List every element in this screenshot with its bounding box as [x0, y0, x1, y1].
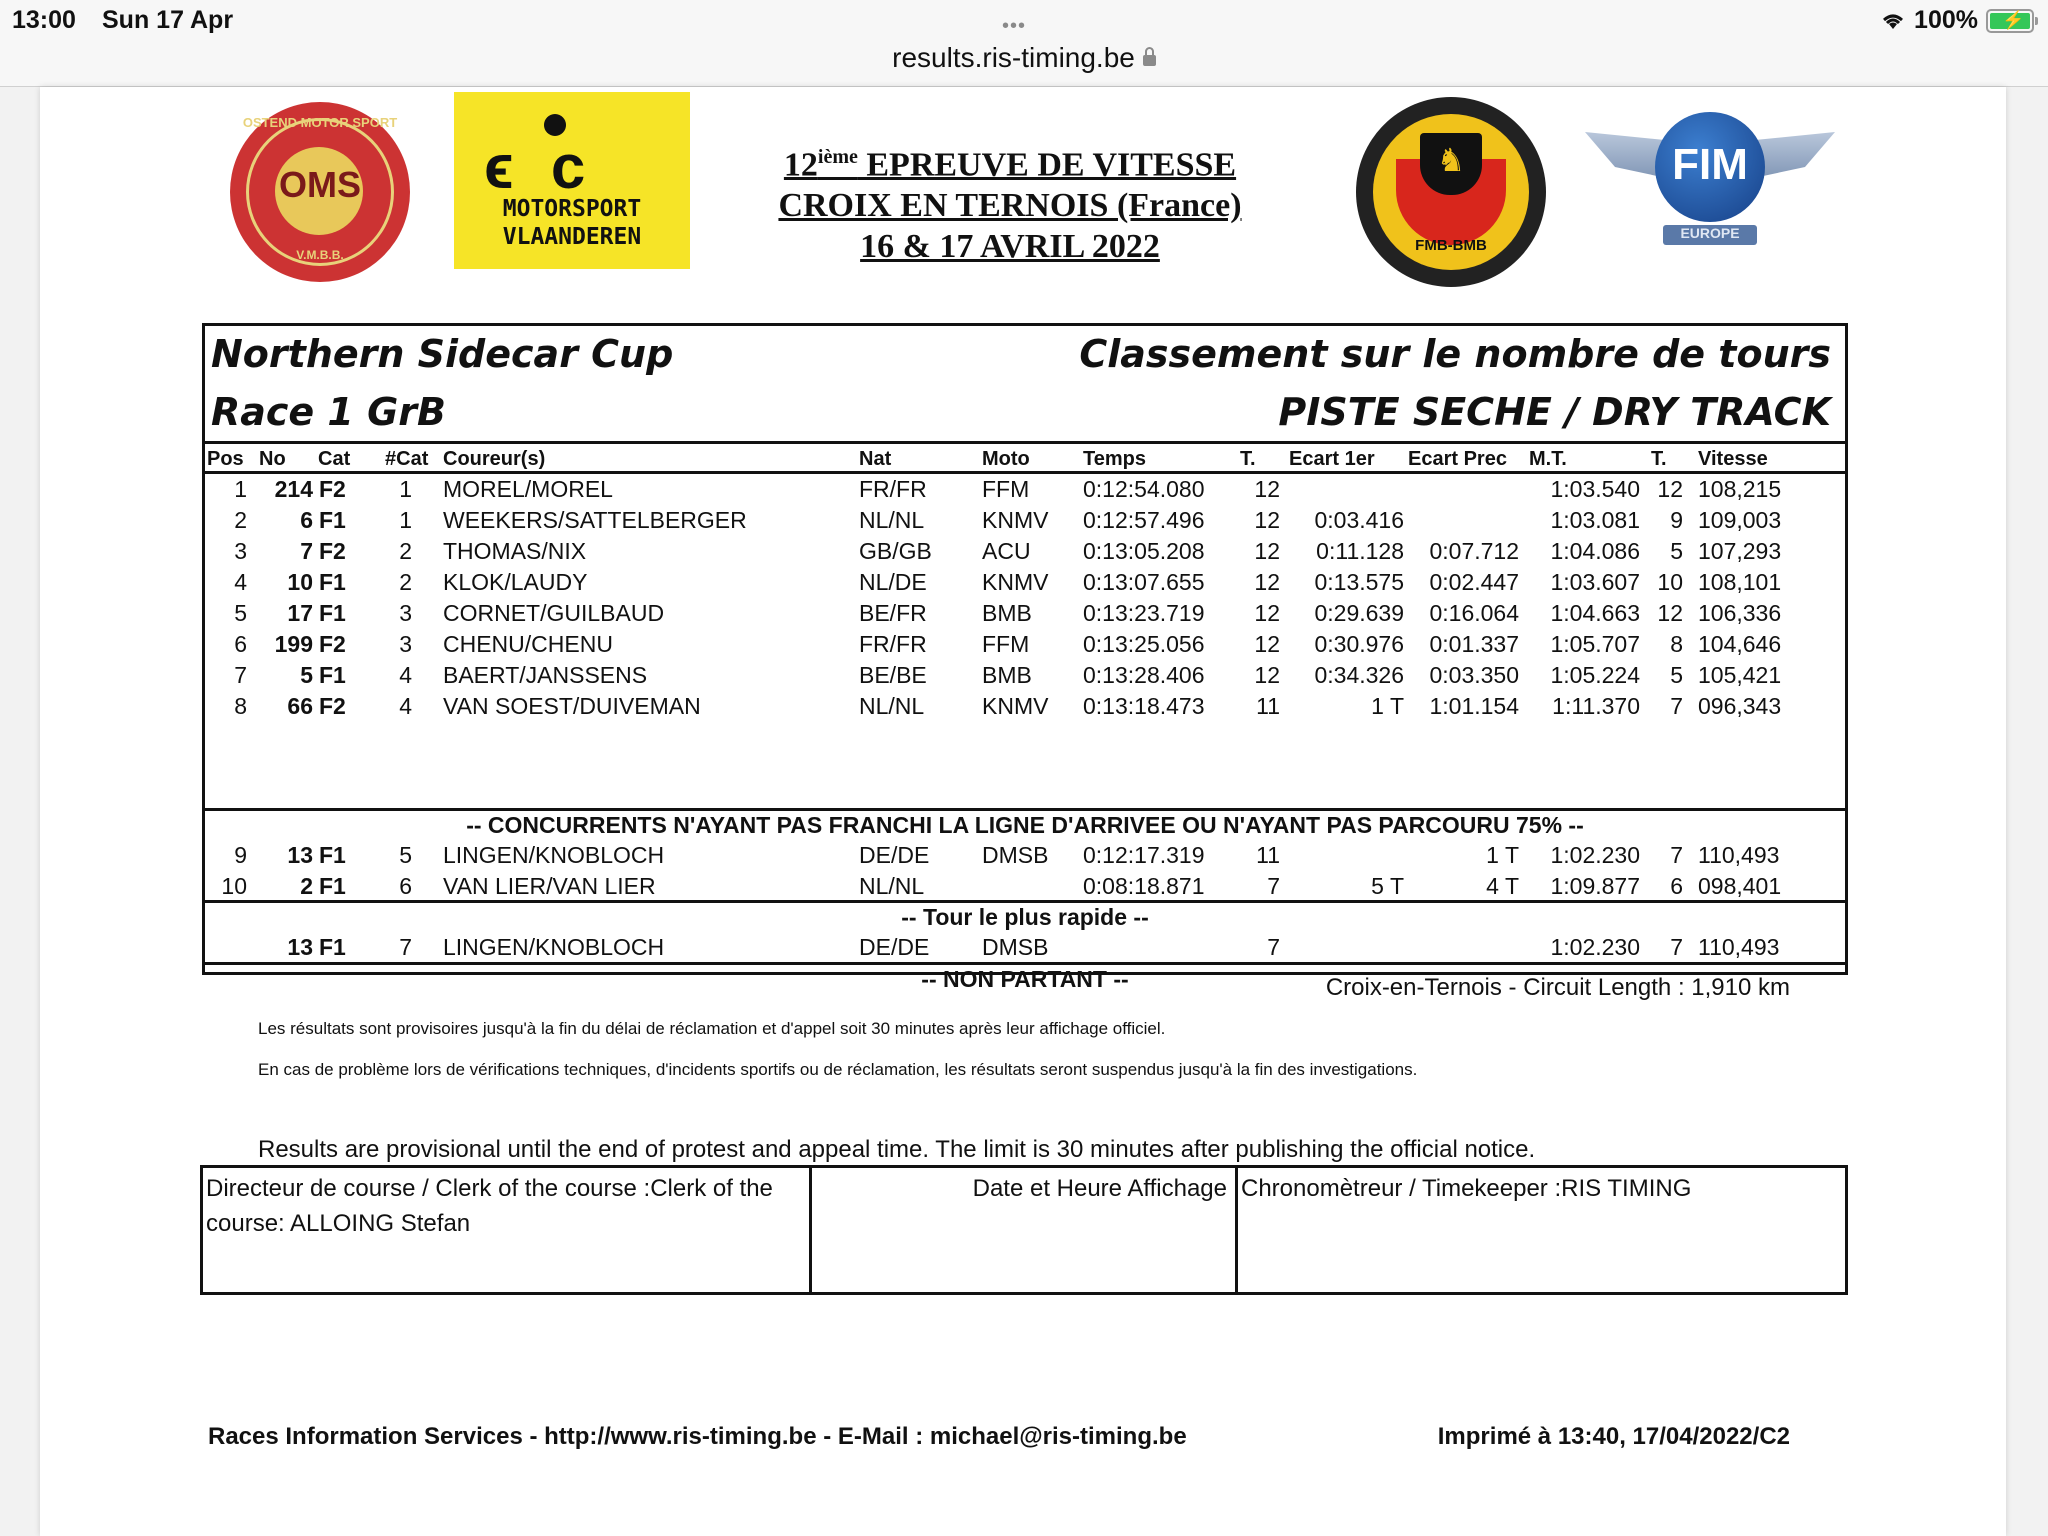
cell-no: 214: [274, 476, 313, 502]
note-fr-1: Les résultats sont provisoires jusqu'à la fin du délai de réclamation et d'appel soit 30 minutes après leur affichage officiel.: [258, 1019, 1166, 1038]
cell-mt: 1:05.707: [1550, 631, 1640, 657]
col-temps: Temps: [1083, 448, 1146, 470]
cell-pos: 1: [234, 476, 247, 502]
fastest-lap-section-title: -- Tour le plus rapide --: [901, 904, 1149, 930]
clerk-line1: Directeur de course / Clerk of the course :Clerk of the: [206, 1175, 773, 1202]
fim-europe-logo: [1585, 112, 1835, 262]
cell-riders: LINGEN/KNOBLOCH: [443, 842, 665, 868]
dnf-row: [205, 842, 1845, 873]
cell-riders: VAN SOEST/DUIVEMAN: [443, 693, 701, 719]
timekeeper: Chronomètreur / Timekeeper :RIS TIMING: [1241, 1175, 1692, 1202]
cell-t2: 9: [1670, 507, 1683, 533]
track-condition: PISTE SECHE / DRY TRACK: [1278, 390, 1831, 434]
dnf-divider: [205, 808, 1845, 811]
cell-cat: F2: [319, 538, 346, 564]
cell-nat: BE/BE: [859, 662, 927, 688]
cell-t: 7: [1267, 873, 1280, 899]
result-row: [205, 569, 1845, 600]
cell-cat: F1: [319, 507, 346, 533]
cell-riders: CHENU/CHENU: [443, 631, 613, 657]
cell-moto: FFM: [982, 476, 1030, 502]
cell-nat: NL/NL: [859, 873, 925, 899]
cell-no: 6: [300, 507, 313, 533]
result-row: [205, 600, 1845, 631]
note-fr-2: En cas de problème lors de vérifications techniques, d'incidents sportifs ou de réclamation, les résultats seront suspendus jusqu'à la fin des investigations.: [258, 1060, 1418, 1079]
cell-no: 199: [274, 631, 313, 657]
cell-moto: KNMV: [982, 507, 1049, 533]
dnf-section-title: -- CONCURRENTS N'AYANT PAS FRANCHI LA LIGNE D'ARRIVEE OU N'AYANT PAS PARCOURU 75% --: [466, 812, 1584, 838]
col-ecart-1er: Ecart 1er: [1289, 448, 1375, 470]
cell-mt: 1:03.081: [1550, 507, 1640, 533]
event-title: [740, 137, 1280, 267]
cell-temps: 0:13:07.655: [1083, 569, 1205, 595]
cell-moto: KNMV: [982, 569, 1049, 595]
cell-vitesse: 104,646: [1698, 631, 1782, 657]
browser-top-bar: [0, 0, 2048, 87]
cell-temps: 0:12:17.319: [1083, 842, 1205, 868]
result-row: [205, 631, 1845, 662]
status-right: [1880, 6, 2034, 35]
cell-riders: THOMAS/NIX: [443, 538, 587, 564]
ostend-motor-sport-logo: [230, 102, 410, 282]
col-cat: Cat: [318, 448, 351, 470]
cell-t: 12: [1254, 507, 1280, 533]
col-pos: Pos: [207, 448, 244, 470]
mv-logo-line1: MOTORSPORT: [502, 196, 642, 222]
cell-vitesse: 098,401: [1698, 873, 1782, 899]
oms-logo-center-text: OMS: [278, 164, 361, 205]
result-row: [205, 476, 1845, 507]
cell-pos: 5: [234, 600, 247, 626]
dnf-row: [205, 873, 1845, 904]
event-edition-number: 12: [783, 146, 818, 184]
cell-pos: 4: [234, 569, 247, 595]
col-riders: Coureur(s): [443, 448, 546, 470]
cell-nat: FR/FR: [859, 631, 927, 657]
cell-mt: 1:03.607: [1550, 569, 1640, 595]
cell-no: 2: [300, 873, 313, 899]
cell-ecartp: 0:02.447: [1429, 569, 1519, 595]
cell-pos: 7: [234, 662, 247, 688]
posting-date-label: Date et Heure Affichage: [972, 1175, 1227, 1202]
cell-t2: 12: [1657, 600, 1683, 626]
cell-t2: 10: [1657, 569, 1683, 595]
cell-t: 12: [1254, 631, 1280, 657]
cell-moto: KNMV: [982, 693, 1049, 719]
cell-vitesse: 108,215: [1698, 476, 1782, 502]
non-partant-section-title: -- NON PARTANT --: [921, 966, 1129, 992]
series-title: Northern Sidecar Cup: [211, 332, 674, 376]
cell-mt: 1:11.370: [1552, 693, 1640, 719]
cell-ncat: 1: [399, 507, 412, 533]
cell-cat: F1: [319, 600, 346, 626]
cell-moto: ACU: [982, 538, 1031, 564]
cell-pos: 9: [234, 842, 247, 868]
event-title-line2: CROIX EN TERNOIS (France): [778, 187, 1242, 225]
cell-ecart1: 0:30.976: [1314, 631, 1404, 657]
cell-nat: DE/DE: [859, 842, 930, 868]
cell-riders: BAERT/JANSSENS: [443, 662, 648, 688]
address-bar[interactable]: [0, 42, 2048, 74]
cell-nat: FR/FR: [859, 476, 927, 502]
cell-moto: DMSB: [982, 934, 1049, 960]
column-header-divider: [205, 471, 1845, 474]
footer-printed: Imprimé à 13:40, 17/04/2022/C2: [1437, 1423, 1790, 1450]
cell-ecartp: 4 T: [1486, 873, 1519, 899]
motorsport-vlaanderen-logo: [454, 92, 690, 269]
cell-nat: GB/GB: [859, 538, 932, 564]
cell-ncat: 3: [399, 631, 412, 657]
cell-vitesse: 110,493: [1698, 934, 1780, 960]
cell-no: 17: [287, 600, 313, 626]
cell-moto: FFM: [982, 631, 1030, 657]
result-row: [205, 662, 1845, 693]
url-text: results.ris-timing.be: [892, 42, 1135, 73]
signature-box: [200, 1165, 1848, 1295]
cell-temps: 0:08:18.871: [1083, 873, 1205, 899]
event-edition-text: EPREUVE DE VITESSE: [857, 146, 1237, 184]
cell-cat: F2: [319, 631, 346, 657]
cell-riders: VAN LIER/VAN LIER: [443, 873, 656, 899]
cell-t2: 6: [1670, 873, 1683, 899]
fastest-lap-row: [205, 934, 1845, 965]
cell-temps: 0:13:25.056: [1083, 631, 1205, 657]
cell-vitesse: 109,003: [1698, 507, 1782, 533]
cell-t: 11: [1256, 693, 1280, 719]
cell-temps: 0:13:05.208: [1083, 538, 1205, 564]
cell-mt: 1:02.230: [1550, 934, 1640, 960]
cell-ecartp: 1:01.154: [1429, 693, 1519, 719]
cell-temps: 0:12:57.496: [1083, 507, 1205, 533]
cell-nat: BE/FR: [859, 600, 927, 626]
cell-cat: F2: [319, 693, 346, 719]
multitasking-dots-icon[interactable]: •••: [1002, 15, 1027, 37]
cell-ncat: 3: [399, 600, 412, 626]
cell-t2: 7: [1670, 842, 1683, 868]
status-time: 13:00: [12, 6, 76, 34]
cell-pos: 2: [234, 507, 247, 533]
result-row: [205, 538, 1845, 569]
cell-mt: 1:02.230: [1550, 842, 1640, 868]
cell-ecartp: 0:16.064: [1429, 600, 1519, 626]
col-no: No: [259, 448, 286, 470]
cell-temps: 0:13:23.719: [1083, 600, 1205, 626]
cell-vitesse: 110,493: [1698, 842, 1780, 868]
cell-t: 11: [1256, 842, 1280, 868]
cell-t: 12: [1254, 569, 1280, 595]
fim-logo-text: FIM: [1672, 140, 1748, 189]
column-headers: [205, 442, 1845, 473]
cell-cat: F1: [319, 873, 346, 899]
cell-cat: F1: [319, 662, 346, 688]
cell-ncat: 1: [399, 476, 412, 502]
circuit-info: Croix-en-Ternois - Circuit Length : 1,910 km: [1325, 974, 1790, 1001]
cell-mt: 1:09.877: [1550, 873, 1640, 899]
cell-t2: 8: [1670, 631, 1683, 657]
note-en: Results are provisional until the end of protest and appeal time. The limit is 30 minutes after publishing the official notice.: [258, 1136, 1536, 1163]
fim-logo-subtext: EUROPE: [1663, 225, 1757, 245]
cell-ncat: 2: [399, 569, 412, 595]
mv-logo-mark-icon: ϵ ϲ: [484, 133, 596, 202]
cell-ecartp: 0:03.350: [1429, 662, 1519, 688]
cell-cat: F1: [319, 842, 346, 868]
status-date: Sun 17 Apr: [102, 6, 234, 34]
lion-icon: ♞: [1436, 142, 1466, 178]
cell-ncat: 2: [399, 538, 412, 564]
cell-riders: CORNET/GUILBAUD: [443, 600, 665, 626]
cell-ecart1: 0:13.575: [1314, 569, 1404, 595]
cell-t2: 5: [1670, 538, 1683, 564]
cell-ecartp: 0:07.712: [1429, 538, 1519, 564]
cell-t: 12: [1254, 476, 1280, 502]
cell-moto: BMB: [982, 662, 1032, 688]
cell-vitesse: 106,336: [1698, 600, 1782, 626]
event-title-line1: [740, 137, 1280, 185]
cell-mt: 1:04.663: [1550, 600, 1640, 626]
cell-t2: 7: [1670, 934, 1683, 960]
col-nat: Nat: [859, 448, 892, 470]
cell-no: 13: [287, 842, 313, 868]
clerk-line2: course: ALLOING Stefan: [206, 1210, 471, 1237]
cell-cat: F2: [319, 476, 346, 502]
cell-ecart1: 0:03.416: [1314, 507, 1404, 533]
cell-vitesse: 107,293: [1698, 538, 1782, 564]
cell-t: 12: [1254, 538, 1280, 564]
cell-ncat: 7: [399, 934, 412, 960]
cell-nat: NL/DE: [859, 569, 927, 595]
cell-ncat: 5: [399, 842, 412, 868]
cell-nat: NL/NL: [859, 693, 925, 719]
cell-t2: 5: [1670, 662, 1683, 688]
col-moto: Moto: [982, 448, 1030, 470]
cell-pos: 3: [234, 538, 247, 564]
cell-no: 10: [287, 569, 313, 595]
cell-pos: 6: [234, 631, 247, 657]
cell-vitesse: 108,101: [1698, 569, 1782, 595]
cell-ecartp: 0:01.337: [1429, 631, 1519, 657]
cell-mt: 1:04.086: [1550, 538, 1640, 564]
cell-no: 13: [287, 934, 313, 960]
oms-logo-bottom-text: V.M.B.B.: [296, 248, 344, 262]
col-ncat: #Cat: [385, 448, 429, 470]
cell-mt: 1:03.540: [1550, 476, 1640, 502]
cell-no: 5: [300, 662, 313, 688]
cell-ecart1: 0:34.326: [1314, 662, 1404, 688]
fmb-bmb-logo: [1356, 97, 1546, 287]
footer-contact: Races Information Services - http://www.ris-timing.be - E-Mail : michael@ris-timing.be: [208, 1423, 1187, 1450]
cell-nat: NL/NL: [859, 507, 925, 533]
lock-icon: [1143, 55, 1156, 66]
cell-riders: KLOK/LAUDY: [443, 569, 588, 595]
cell-cat: F1: [319, 569, 346, 595]
cell-pos: 8: [234, 693, 247, 719]
cell-temps: 0:13:28.406: [1083, 662, 1205, 688]
battery-icon: ⚡: [1986, 9, 2034, 33]
wifi-icon: [1880, 11, 1906, 31]
clerk-of-course: [206, 1171, 806, 1241]
col-tours: T.: [1240, 448, 1256, 470]
cell-t: 12: [1254, 600, 1280, 626]
cell-riders: MOREL/MOREL: [443, 476, 613, 502]
cell-t: 12: [1254, 662, 1280, 688]
cell-t2: 7: [1670, 693, 1683, 719]
event-edition-suffix: ième: [817, 146, 858, 168]
fmb-logo-text: FMB-BMB: [1415, 237, 1487, 254]
cell-t: 7: [1267, 934, 1280, 960]
cell-temps: 0:13:18.473: [1083, 693, 1205, 719]
cell-ecart1: 0:29.639: [1314, 600, 1404, 626]
cell-riders: LINGEN/KNOBLOCH: [443, 934, 665, 960]
col-vitesse: Vitesse: [1698, 448, 1768, 470]
battery-percent: 100%: [1914, 6, 1978, 34]
col-ecart-prec: Ecart Prec: [1408, 448, 1507, 470]
cell-no: 7: [300, 538, 313, 564]
cell-ecart1: 1 T: [1371, 693, 1404, 719]
result-row: [205, 693, 1845, 724]
cell-mt: 1:05.224: [1550, 662, 1640, 688]
cell-ecart1: 5 T: [1371, 873, 1404, 899]
col-mt-tour: T.: [1651, 448, 1667, 470]
cell-temps: 0:12:54.080: [1083, 476, 1205, 502]
race-title: Race 1 GrB: [211, 390, 446, 434]
event-title-line3: 16 & 17 AVRIL 2022: [860, 228, 1160, 266]
cell-t2: 12: [1657, 476, 1683, 502]
cell-cat: F1: [319, 934, 346, 960]
cell-pos: 10: [221, 873, 247, 899]
oms-logo-top-text: OSTEND MOTOR SPORT: [242, 115, 398, 130]
cell-ecart1: 0:11.128: [1316, 538, 1404, 564]
cell-vitesse: 105,421: [1698, 662, 1782, 688]
cell-ecartp: 1 T: [1486, 842, 1519, 868]
cell-no: 66: [287, 693, 313, 719]
cell-ncat: 4: [399, 693, 412, 719]
classification-title: Classement sur le nombre de tours: [1079, 332, 1831, 376]
cell-ncat: 6: [399, 873, 412, 899]
cell-riders: WEEKERS/SATTELBERGER: [443, 507, 747, 533]
cell-nat: DE/DE: [859, 934, 930, 960]
mv-logo-line2: VLAANDEREN: [502, 224, 642, 250]
cell-moto: DMSB: [982, 842, 1049, 868]
cell-ncat: 4: [399, 662, 412, 688]
results-document: [40, 87, 2006, 1536]
col-mt: M.T.: [1529, 448, 1567, 470]
cell-moto: BMB: [982, 600, 1032, 626]
result-row: [205, 507, 1845, 538]
cell-vitesse: 096,343: [1698, 693, 1782, 719]
